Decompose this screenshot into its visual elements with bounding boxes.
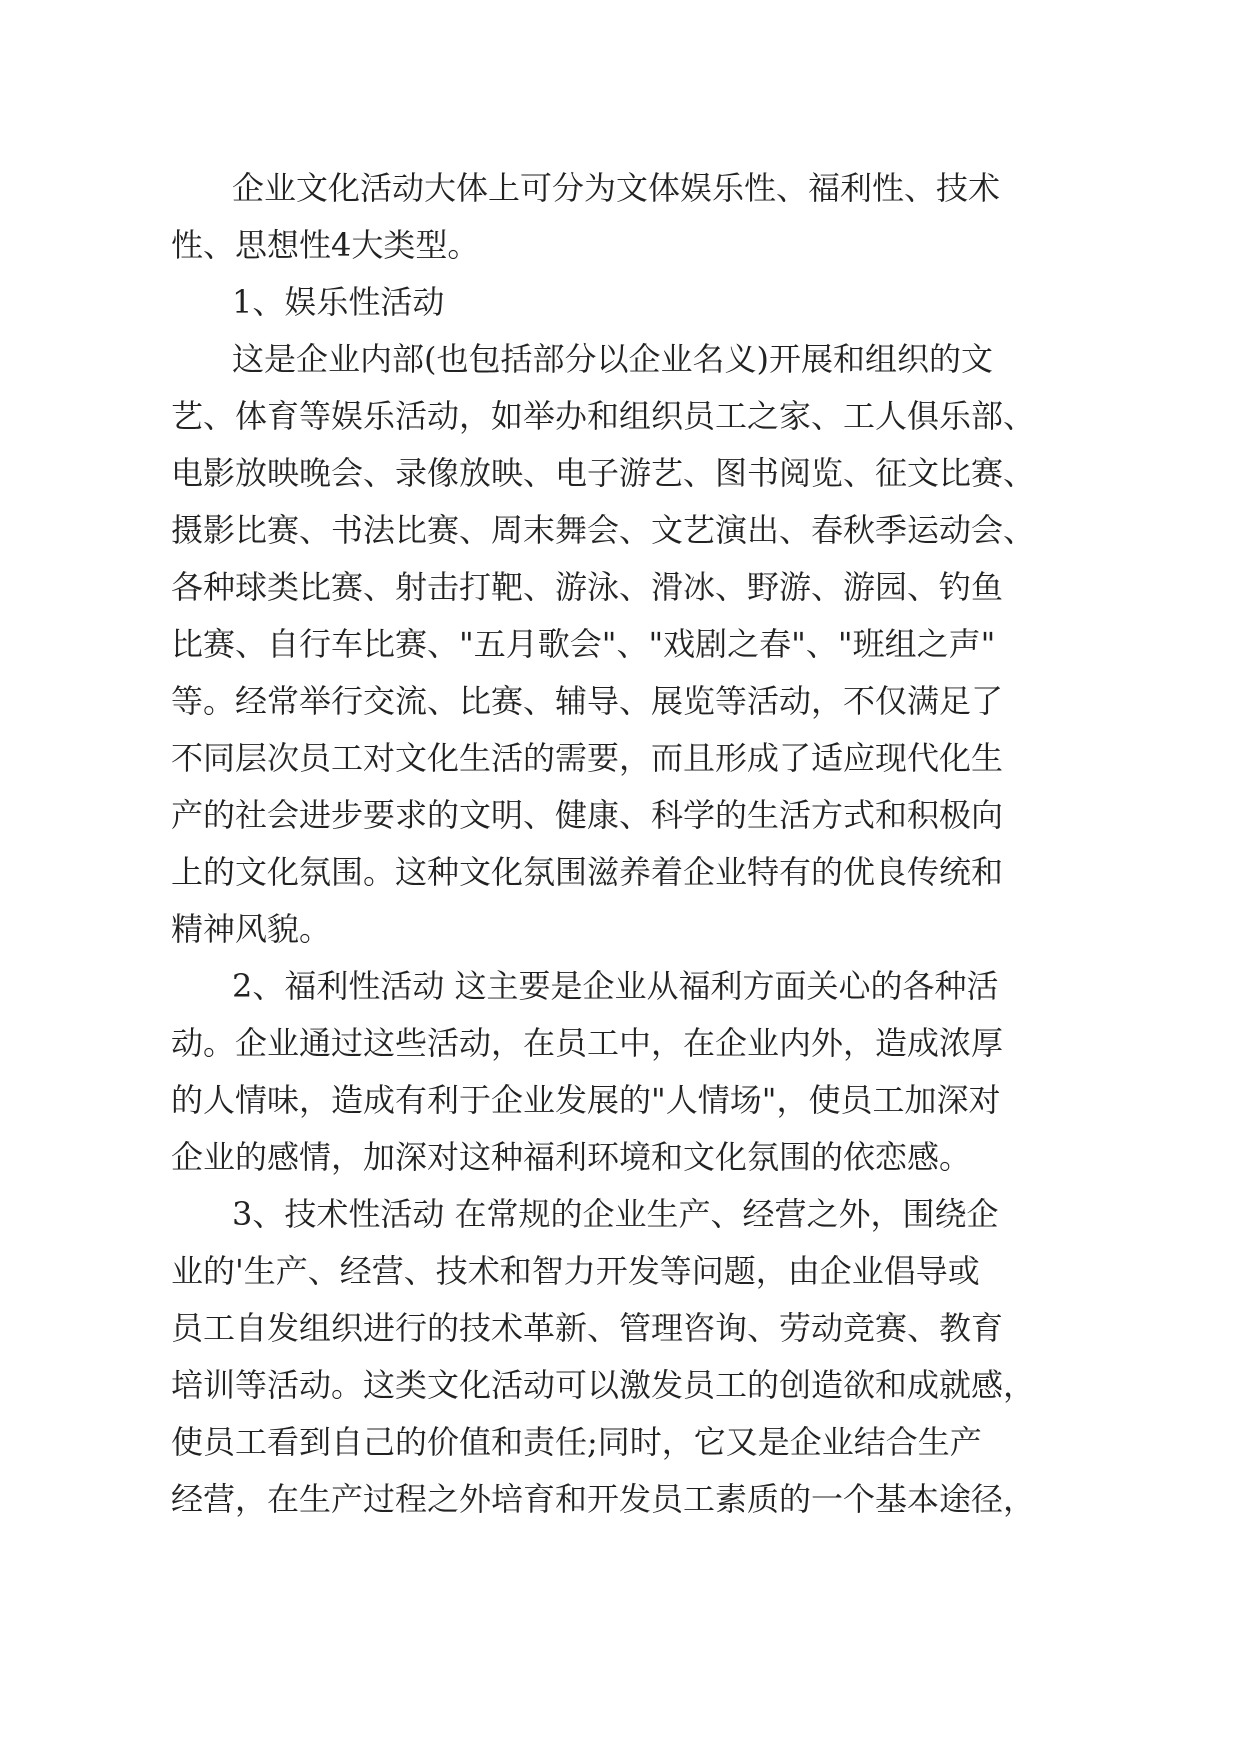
paragraph-line: [0, 1017, 1241, 1069]
line-text: 企业的感情，加深对这种福利环境和文化氛围的依恋感。: [171, 1138, 972, 1176]
line-text: 性、思想性4大类型。: [171, 226, 480, 264]
paragraph-line: [0, 903, 1241, 955]
paragraph-line: [0, 1416, 1241, 1468]
paragraph-line: [0, 561, 1241, 613]
line-text: 业的'生产、经营、技术和智力开发等问题，由企业倡导或: [171, 1252, 980, 1290]
paragraph-line: [0, 618, 1241, 670]
line-text: 这是企业内部(也包括部分以企业名义)开展和组织的文: [232, 340, 993, 378]
paragraph-line: [0, 1473, 1241, 1525]
paragraph-line: [0, 1245, 1241, 1297]
paragraph-line: [0, 1074, 1241, 1126]
paragraph-line: [0, 960, 1241, 1012]
line-text: 经营，在生产过程之外培育和开发员工素质的一个基本途径，: [171, 1480, 1036, 1518]
paragraph-line: [0, 1131, 1241, 1183]
line-text: 动。企业通过这些活动，在员工中，在企业内外，造成浓厚: [171, 1024, 1004, 1062]
paragraph-line: [0, 1188, 1241, 1240]
line-text: 精神风貌。: [171, 910, 332, 948]
line-text: 不同层次员工对文化生活的需要，而且形成了适应现代化生: [171, 739, 1004, 777]
line-text: 产的社会进步要求的文明、健康、科学的生活方式和积极向: [171, 796, 1004, 834]
line-text: 各种球类比赛、射击打靶、游泳、滑冰、野游、游园、钓鱼: [171, 568, 1004, 606]
paragraph-line: [0, 675, 1241, 727]
line-text: 的人情味，造成有利于企业发展的"人情场"，使员工加深对: [171, 1081, 1001, 1119]
paragraph-line: [0, 732, 1241, 784]
line-text: 2、福利性活动 这主要是企业从福利方面关心的各种活: [232, 967, 999, 1005]
paragraph-line: [0, 504, 1241, 556]
line-text: 培训等活动。这类文化活动可以激发员工的创造欲和成就感，: [171, 1366, 1036, 1404]
line-text: 比赛、自行车比赛、"五月歌会"、"戏剧之春"、"班组之声": [171, 625, 996, 663]
line-text: 上的文化氛围。这种文化氛围滋养着企业特有的优良传统和: [171, 853, 1004, 891]
paragraph-line: [0, 1359, 1241, 1411]
paragraph-line: [0, 162, 1241, 214]
paragraph-line: [0, 219, 1241, 271]
paragraph-line: [0, 276, 1241, 328]
line-text: 1、娱乐性活动: [232, 283, 445, 321]
line-text: 等。经常举行交流、比赛、辅导、展览等活动，不仅满足了: [171, 682, 1004, 720]
paragraph-line: [0, 1302, 1241, 1354]
paragraph-line: [0, 447, 1241, 499]
paragraph-line: [0, 846, 1241, 898]
line-text: 3、技术性活动 在常规的企业生产、经营之外，围绕企: [232, 1195, 999, 1233]
line-text: 艺、体育等娱乐活动，如举办和组织员工之家、工人俱乐部、: [171, 397, 1036, 435]
line-text: 摄影比赛、书法比赛、周末舞会、文艺演出、春秋季运动会、: [171, 511, 1036, 549]
line-text: 企业文化活动大体上可分为文体娱乐性、福利性、技术: [232, 169, 1001, 207]
paragraph-line: [0, 390, 1241, 442]
line-text: 员工自发组织进行的技术革新、管理咨询、劳动竞赛、教育: [171, 1309, 1004, 1347]
line-text: 电影放映晚会、录像放映、电子游艺、图书阅览、征文比赛、: [171, 454, 1036, 492]
paragraph-line: [0, 789, 1241, 841]
paragraph-line: [0, 333, 1241, 385]
line-text: 使员工看到自己的价值和责任;同时，它又是企业结合生产: [171, 1423, 982, 1461]
